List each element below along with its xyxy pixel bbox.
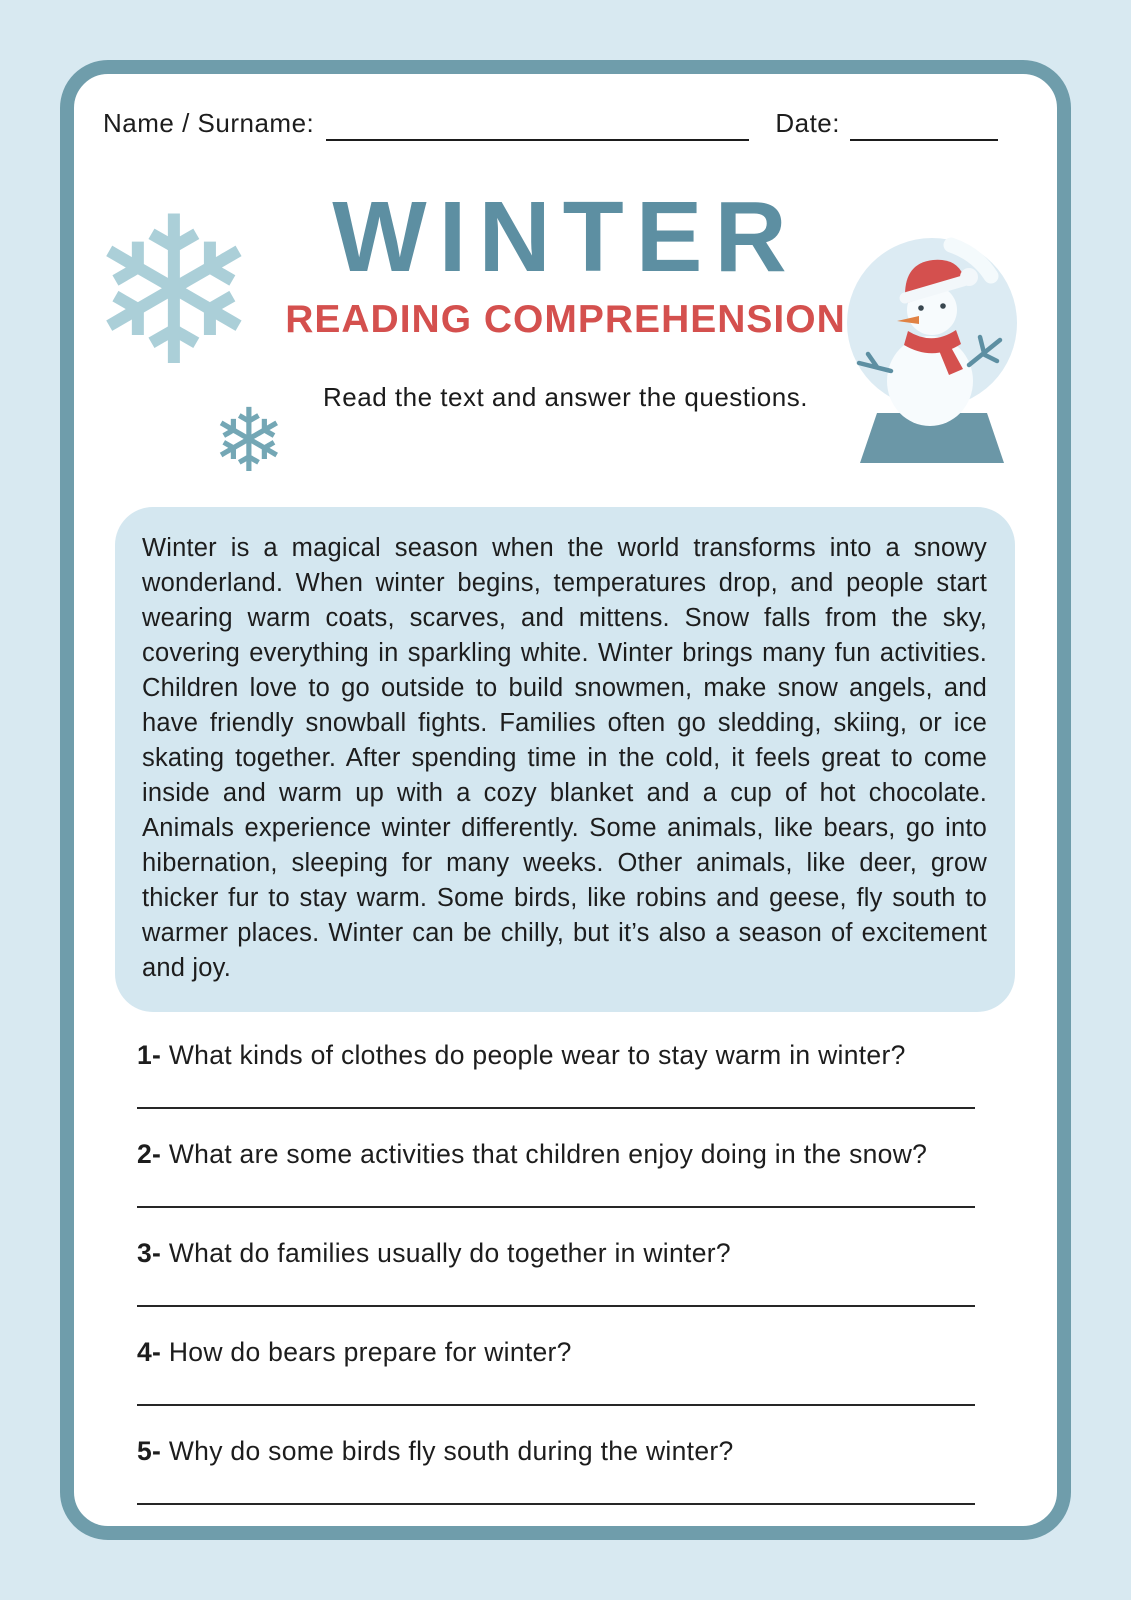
snowflake-icon: ❄ [88, 174, 260, 412]
answer-line[interactable] [137, 1269, 975, 1307]
question-text [137, 1139, 975, 1170]
reading-passage-text: Winter is a magical season when the world transforms into a snowy wonderland. When winter begins, temperatures drop, and people start wearing warm coats, scarves, and mittens. Snow falls from the sky, covering everything in sparkling white. Winter brings many fun activities. Children love to go outside to build snowmen, make snow angels, and have friendly snowball fights. Families often go sledding, skiing, or ice skating together. After spending time in the cold, it feels great to come inside and warm up with a cozy blanket and a cup of hot chocolate. Animals experience winter differently. Some animals, like bears, go into hibernation, sleeping for many weeks. Other animals, like deer, grow thicker fur to stay warm. Some birds, like robins and geese, fly south to warmer places. Winter can be chilly, but it’s also a season of excitement and joy. [142, 534, 987, 982]
answer-line[interactable] [137, 1467, 975, 1505]
question-item [137, 1337, 975, 1406]
answer-line[interactable] [137, 1170, 975, 1208]
question-text [137, 1436, 975, 1467]
question-text [137, 1337, 975, 1368]
reading-passage-box [115, 507, 1015, 1012]
page-title: WINTER [332, 181, 799, 293]
name-surname-label: Name / Surname: [103, 108, 315, 138]
page-subtitle: READING COMPREHENSION [285, 298, 846, 341]
snowman-hat-pompom [960, 268, 978, 286]
question-item [137, 1139, 975, 1208]
snowflake-icon: ❄ [212, 389, 286, 492]
snow-globe-icon [847, 213, 1017, 471]
question-item [137, 1040, 975, 1109]
question-number: 2- [137, 1139, 162, 1169]
question-number: 3- [137, 1238, 162, 1268]
question-item [137, 1436, 975, 1505]
question-number: 4- [137, 1337, 162, 1367]
questions-section [137, 1040, 975, 1505]
question-text [137, 1238, 975, 1269]
worksheet-card [60, 60, 1071, 1540]
answer-line[interactable] [137, 1368, 975, 1406]
question-label: What kinds of clothes do people wear to stay warm in winter? [168, 1040, 906, 1070]
question-label: What are some activities that children enjoy doing in the snow? [168, 1139, 928, 1169]
question-label: What do families usually do together in winter? [168, 1238, 731, 1268]
instruction-text: Read the text and answer the questions. [323, 382, 808, 412]
snowman-eye [940, 303, 946, 309]
title-section [74, 174, 1057, 507]
name-field-line[interactable] [326, 113, 749, 141]
snowman-eye [918, 305, 924, 311]
header-row [103, 108, 998, 141]
question-number: 1- [137, 1040, 162, 1070]
question-number: 5- [137, 1436, 162, 1466]
answer-line[interactable] [137, 1071, 975, 1109]
question-text [137, 1040, 975, 1071]
question-label: How do bears prepare for winter? [168, 1337, 572, 1367]
date-field-line[interactable] [850, 113, 998, 141]
date-label: Date: [775, 108, 840, 138]
question-item [137, 1238, 975, 1307]
question-label: Why do some birds fly south during the winter? [168, 1436, 734, 1466]
